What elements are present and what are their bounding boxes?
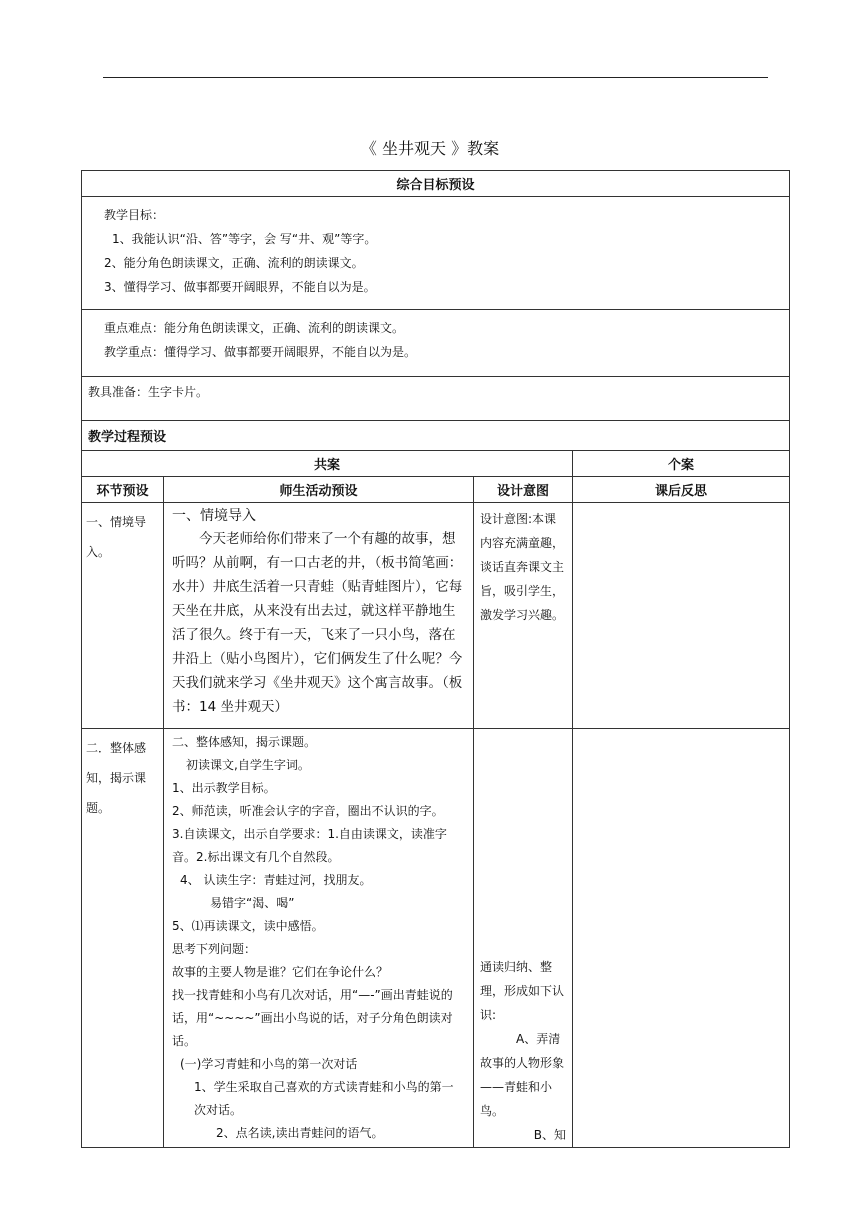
key-point-text: 教学重点：懂得学习、做事都要开阔眼界，不能自以为是。 (104, 345, 417, 359)
intent-line: A、弄清故事的人物形象——青蛙和小鸟。 (480, 1032, 565, 1118)
focus-cell (82, 310, 790, 377)
intent-cell (474, 729, 573, 1148)
activity-line: 1、学生采取自己喜欢的方式读青蛙和小鸟的第一次对话。 (194, 1080, 454, 1117)
reflection-cell (573, 729, 790, 1148)
intent-cell: 设计意图:本课内容充满童趣，谈话直奔课文主旨，吸引学生，激发学习兴趣。 (474, 503, 573, 729)
activity-line: 3.自读课文，出示自学要求：1.自由读课文，读准字音。2.标出课文有几个自然段。 (172, 827, 447, 864)
activity-line: 2、点名读,读出青蛙问的语气。 (216, 1126, 384, 1140)
goals-label: 教学目标： (104, 208, 165, 222)
activity-line: 思考下列问题： (172, 942, 257, 956)
activity-line: 1、出示教学目标。 (172, 781, 276, 795)
activity-column-header: 师生活动预设 (164, 477, 474, 503)
activity-line: (一)学习青蛙和小鸟的第一次对话 (180, 1057, 358, 1071)
activity-line: 初读课文,自学生字词。 (186, 758, 310, 772)
intent-line: 通读归纳、整理，形成如下认识: (480, 960, 565, 1022)
lesson-plan-table (81, 170, 790, 1148)
goal-item: 3、懂得学习、做事都要开阔眼界，不能自以为是。 (104, 280, 376, 294)
document-title: 《 坐井观天 》教案 (360, 139, 500, 158)
activity-paragraph: 今天老师给你们带来了一个有趣的故事，想听吗？从前啊，有一口古老的井，（板书简笔画：水井）井底生活着一只青蛙（贴青蛙图片），它每天坐在井底，从来没有出去过，就这样平静地生活了很久。终于有一天，飞来了一只小鸟，落在井沿上（贴小鸟图片），它们俩发生了什么呢？今天我们就来学习《坐井观天》这个寓言故事。（板书：14 坐井观天） (172, 531, 463, 715)
activity-line: 二、整体感知，揭示课题。 (172, 735, 317, 749)
activity-line: 2、师范读，听准会认字的字音，圈出不认识的字。 (172, 804, 444, 818)
activity-line: 4、 认读生字：青蛙过河，找朋友。 (180, 873, 372, 887)
difficulty-text: 重点难点：能分角色朗读课文，正确、流利的朗读课文。 (104, 321, 405, 335)
shared-plan-header: 共案 (82, 451, 573, 477)
stage-cell: 二．整体感知，揭示课题。 (82, 729, 164, 1148)
process-heading: 教学过程预设 (82, 421, 790, 451)
activity-cell (164, 503, 474, 729)
reflection-column-header: 课后反思 (573, 477, 790, 503)
individual-plan-header: 个案 (573, 451, 790, 477)
activity-section-title: 一、情境导入 (172, 508, 256, 524)
activity-cell (164, 729, 474, 1148)
intent-column-header: 设计意图 (474, 477, 573, 503)
goal-item: 2、能分角色朗读课文，正确、流利的朗读课文。 (104, 256, 364, 270)
activity-line: 故事的主要人物是谁？它们在争论什么？ (172, 965, 389, 979)
header-rule (103, 77, 768, 78)
goal-item: 1、我能认识“沿、答”等字，会 写“井、观”等字。 (112, 232, 377, 246)
activity-line: 5、⑴再读课文，读中感悟。 (172, 919, 324, 933)
stage-cell: 一、情境导入。 (82, 503, 164, 729)
overall-goals-heading: 综合目标预设 (82, 171, 790, 197)
teaching-goals-cell (82, 197, 790, 310)
stage-column-header: 环节预设 (82, 477, 164, 503)
activity-line: 易错字“渴、喝” (210, 896, 295, 910)
intent-line: B、知 (533, 1128, 566, 1142)
activity-line: 找一找青蛙和小鸟有几次对话，用“—-”画出青蛙说的话，用“~~~~”画出小鸟说的话，对子分角色朗读对话。 (172, 988, 453, 1048)
materials-cell: 教具准备：生字卡片。 (82, 377, 790, 421)
reflection-cell (573, 503, 790, 729)
